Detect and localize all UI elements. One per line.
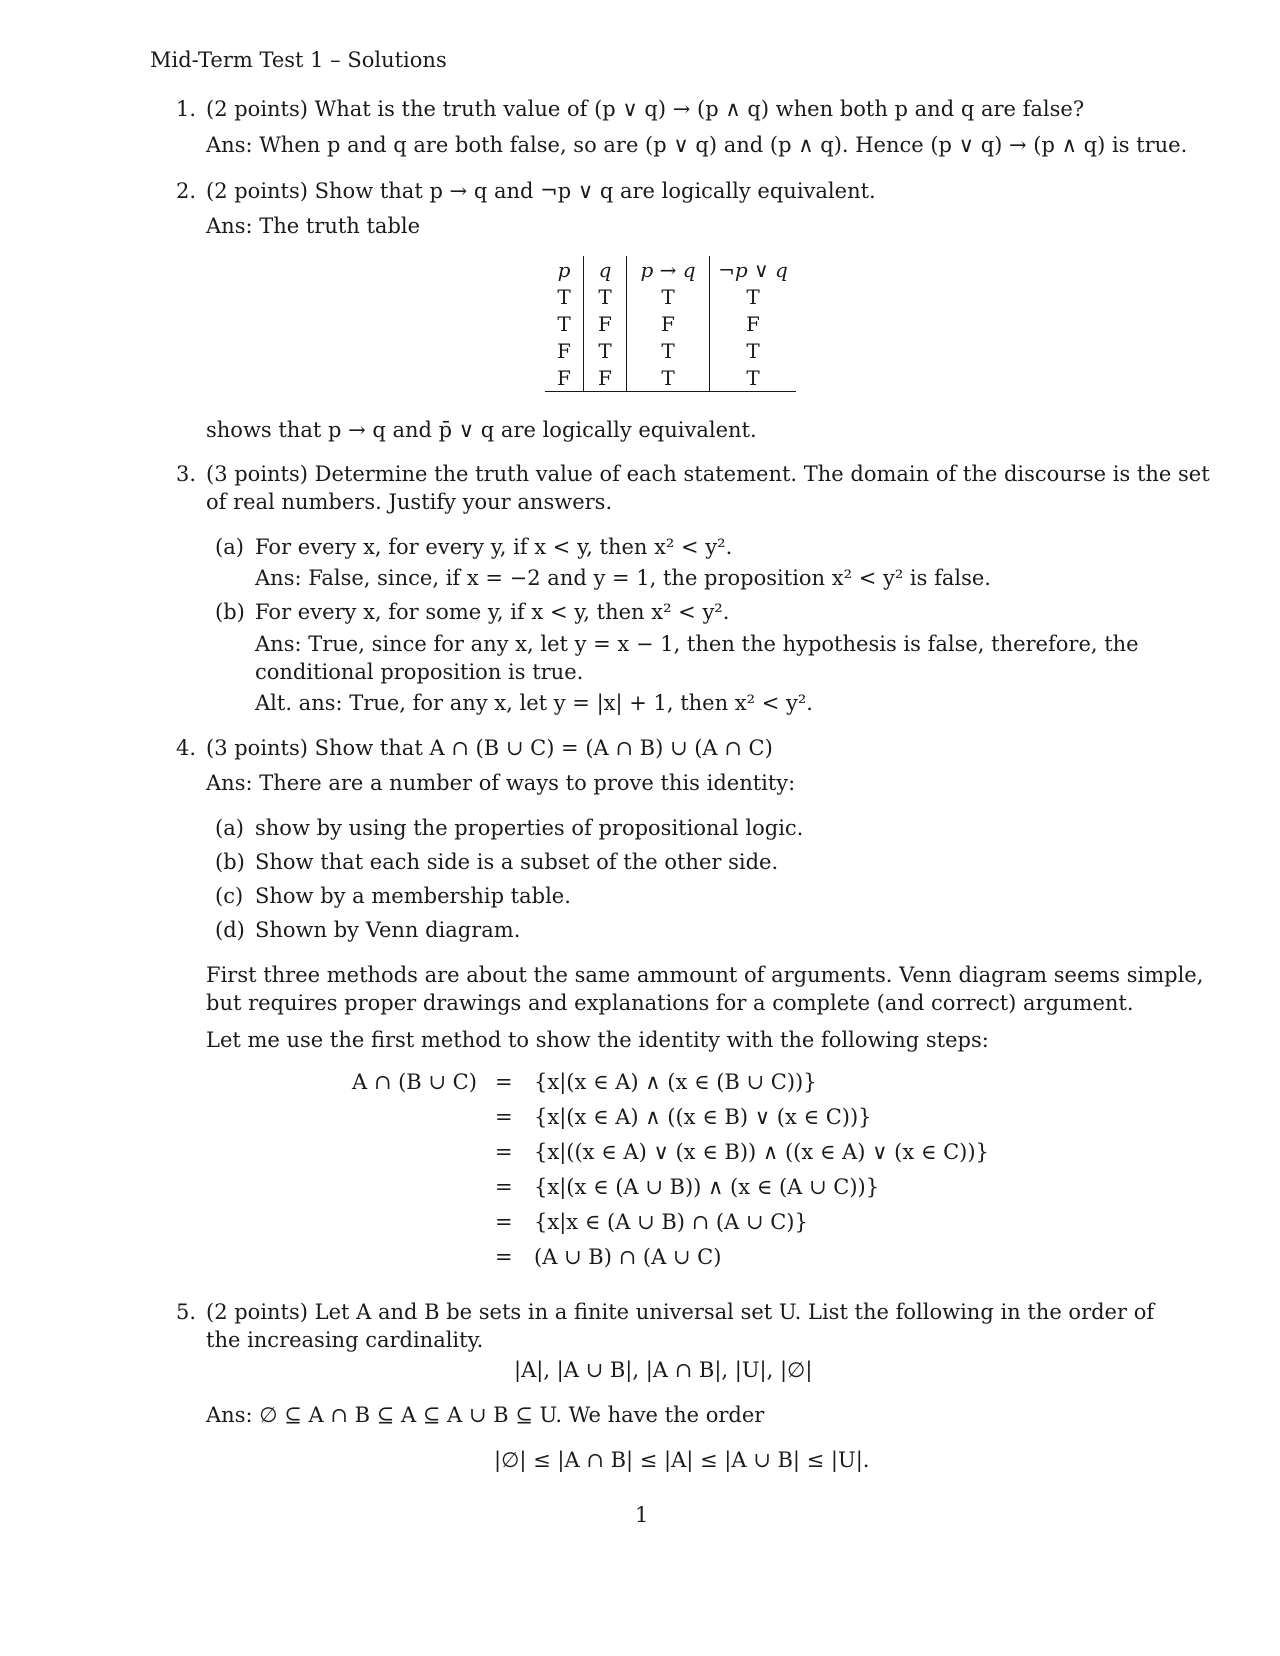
truth-table-row [545, 337, 796, 364]
q4-question: (3 points) Show that A ∩ (B ∪ C) = (A ∩ B) ∪ (A ∩ C) [206, 736, 773, 760]
derivation-lhs: A ∩ (B ∪ C) [352, 1070, 477, 1094]
truth-table-cell: F [545, 364, 584, 392]
q5-question-line2: the increasing cardinality. [206, 1328, 484, 1352]
q5-question-line1: (2 points) Let A and B be sets in a finite universal set U. List the following in the order of [206, 1300, 1155, 1324]
truth-table [545, 256, 796, 392]
q5-answer: Ans: ∅ ⊆ A ∩ B ⊆ A ⊆ A ∪ B ⊆ U. We have the order [206, 1403, 765, 1427]
q3-question-line1: (3 points) Determine the truth value of each statement. The domain of the discourse is the set [206, 462, 1210, 486]
derivation-step: {x|x ∈ (A ∪ B) ∩ (A ∪ C)} [534, 1210, 808, 1234]
derivation-equals: = [495, 1105, 513, 1129]
q3a-answer: Ans: False, since, if x = −2 and y = 1, the proposition x² < y² is false. [255, 566, 991, 590]
truth-table-cell: F [557, 338, 571, 363]
truth-table-header: q [584, 256, 627, 283]
q4-answer-intro: Ans: There are a number of ways to prove this identity: [206, 771, 796, 795]
q4-method-text: Show by a membership table. [255, 884, 571, 908]
q4-method-label: (b) [215, 850, 245, 874]
q5-order: |∅| ≤ |A ∩ B| ≤ |A| ≤ |A ∪ B| ≤ |U|. [494, 1448, 870, 1472]
derivation-step: {x|(x ∈ (A ∪ B)) ∧ (x ∈ (A ∪ C))} [534, 1175, 880, 1199]
q4-method-text: Shown by Venn diagram. [255, 918, 521, 942]
q4-steps-intro: Let me use the first method to show the identity with the following steps: [206, 1028, 989, 1052]
derivation-step: {x|((x ∈ A) ∨ (x ∈ B)) ∧ ((x ∈ A) ∨ (x ∈ C))} [534, 1140, 989, 1164]
q3b-answer-line1: Ans: True, since for any x, let y = x − 1, then the hypothesis is false, therefore, the [255, 632, 1139, 656]
q4-method-text: Show that each side is a subset of the other side. [255, 850, 779, 874]
q5-cardinality-list: |A|, |A ∪ B|, |A ∩ B|, |U|, |∅| [514, 1358, 813, 1382]
truth-table-cell: T [627, 283, 710, 310]
q4-method-text: show by using the properties of propositional logic. [255, 816, 804, 840]
q3b-answer-line2: conditional proposition is true. [255, 660, 584, 684]
q2-question: (2 points) Show that p → q and ¬p ∨ q are logically equivalent. [206, 179, 876, 203]
truth-table-cell: F [627, 310, 710, 337]
q5-number: 5. [176, 1300, 197, 1324]
truth-table-cell: T [710, 364, 797, 392]
q3b-statement: For every x, for some y, if x < y, then x² < y². [255, 600, 730, 624]
derivation-step: {x|(x ∈ A) ∧ ((x ∈ B) ∨ (x ∈ C))} [534, 1105, 872, 1129]
page-header: Mid-Term Test 1 – Solutions [150, 48, 447, 72]
truth-table-row [545, 310, 796, 337]
q4-method-label: (c) [215, 884, 244, 908]
truth-table-cell: T [710, 337, 797, 364]
q3b-alt-answer: Alt. ans: True, for any x, let y = |x| + 1, then x² < y². [255, 691, 813, 715]
q2-number: 2. [176, 179, 197, 203]
derivation-equals: = [495, 1210, 513, 1234]
truth-table-cell: F [584, 364, 627, 392]
truth-table-cell: T [557, 284, 571, 309]
q2-answer-outro: shows that p → q and p̄ ∨ q are logically equivalent. [206, 418, 757, 442]
derivation-equals: = [495, 1245, 513, 1269]
truth-table-row [545, 283, 796, 310]
derivation-step: {x|(x ∈ A) ∧ (x ∈ (B ∪ C))} [534, 1070, 817, 1094]
truth-table-cell: T [584, 283, 627, 310]
truth-table-cell: T [584, 337, 627, 364]
q1-answer: Ans: When p and q are both false, so are (p ∨ q) and (p ∧ q). Hence (p ∨ q) → (p ∧ q) is true. [206, 133, 1188, 157]
q4-method-label: (d) [215, 918, 245, 942]
truth-table-header: ¬p ∨ q [710, 256, 797, 283]
truth-table-header: p → q [627, 256, 710, 283]
q4-number: 4. [176, 736, 197, 760]
truth-table-cell: F [710, 310, 797, 337]
truth-table-cell: T [627, 364, 710, 392]
truth-table-header: p [557, 257, 571, 282]
q3b-label: (b) [215, 600, 245, 624]
q1-number: 1. [176, 97, 197, 121]
truth-table-row [545, 364, 796, 392]
q1-question: (2 points) What is the truth value of (p ∨ q) → (p ∧ q) when both p and q are false? [206, 97, 1085, 121]
derivation-equals: = [495, 1175, 513, 1199]
truth-table-cell: T [710, 283, 797, 310]
q4-paragraph-line1: First three methods are about the same ammount of arguments. Venn diagram seems simple, [206, 963, 1204, 987]
truth-table-cell: F [584, 310, 627, 337]
q4-method-label: (a) [215, 816, 244, 840]
q4-paragraph-line2: but requires proper drawings and explanations for a complete (and correct) argument. [206, 991, 1134, 1015]
q3-number: 3. [176, 462, 197, 486]
derivation-step: (A ∪ B) ∩ (A ∪ C) [534, 1245, 722, 1269]
q2-answer-intro: Ans: The truth table [206, 214, 421, 238]
derivation-equals: = [495, 1070, 513, 1094]
q3-question-line2: of real numbers. Justify your answers. [206, 490, 613, 514]
q3a-label: (a) [215, 535, 244, 559]
truth-table-cell: T [557, 311, 571, 336]
q3a-statement: For every x, for every y, if x < y, then x² < y². [255, 535, 733, 559]
page-number: 1 [635, 1503, 649, 1527]
derivation-equals: = [495, 1140, 513, 1164]
truth-table-cell: T [627, 337, 710, 364]
